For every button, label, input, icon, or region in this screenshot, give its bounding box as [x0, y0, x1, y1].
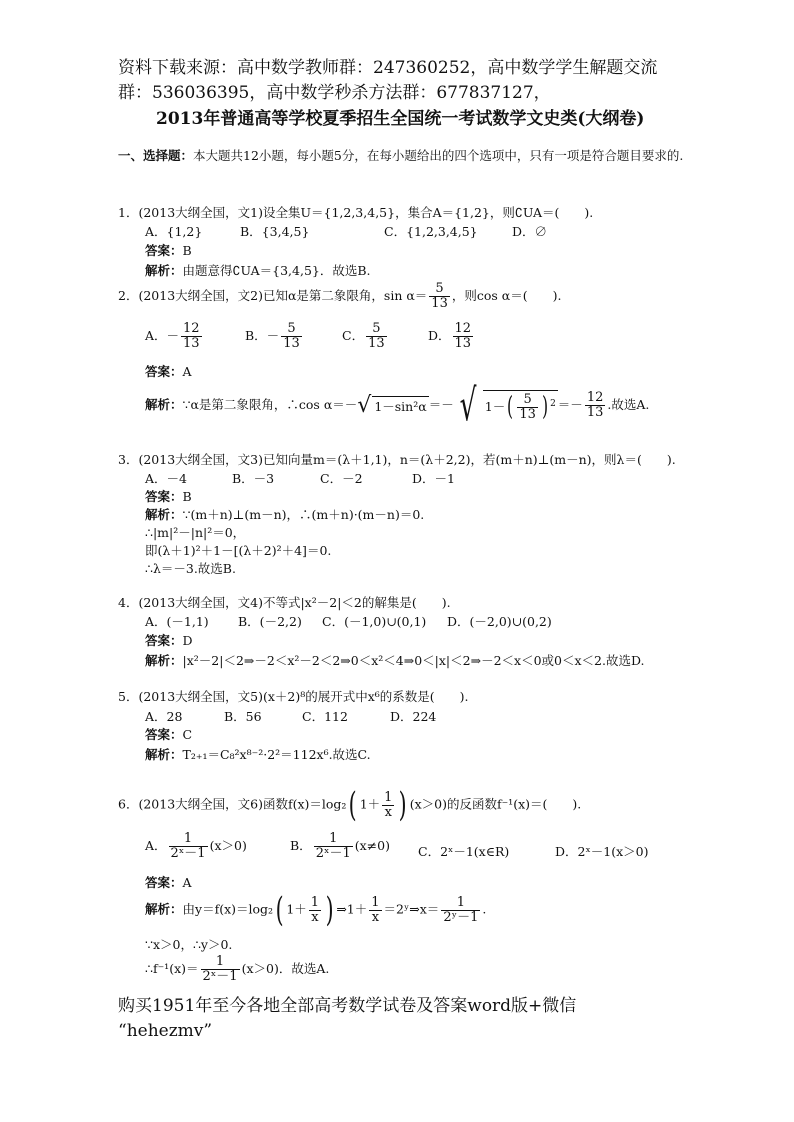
- q5-solution: 解析：T₂₊₁＝C₈²x⁸⁻²·2²＝112x⁶.故选C.: [145, 747, 371, 762]
- q2-option-a: A．－ $\frac{12}{13}$: [145, 321, 200, 351]
- section-intro: [118, 146, 688, 165]
- q3-option-b: B．－3: [232, 471, 275, 486]
- q3-stem: 3．(2013大纲全国，文3)已知向量m＝(λ＋1,1)，n＝(λ＋2,2)，若(m＋n)⊥(m－n)，则λ＝( ).: [118, 452, 676, 467]
- q4-option-a: A．(－1,1): [145, 614, 209, 629]
- q1-option-c: C．{1,2,3,4,5}: [384, 224, 478, 239]
- q6-solution-line3: ∴f⁻¹(x)＝ $\frac{1}{\text{2ˣ－1}}$ (x＞0)．故选A.: [145, 954, 330, 984]
- section-text: 本大题共12小题，每小题5分，在每小题给出的四个选项中，只有一项是符合题目要求的.: [193, 148, 684, 163]
- q5-answer: 答案：C: [145, 727, 193, 742]
- q2-answer: 答案：A: [145, 364, 192, 379]
- q5-stem: 5．(2013大纲全国，文5)(x＋2)⁸的展开式中x⁶的系数是( ).: [118, 689, 469, 704]
- q5-option-a: A．28: [145, 709, 183, 724]
- q4-option-d: D．(－2,0)∪(0,2): [447, 614, 552, 629]
- source-line: 资料下载来源：高中数学教师群：247360252，高中数学学生解题交流群：536036395，高中数学秒杀方法群：677837127，: [118, 58, 658, 103]
- q1-option-b: B．{3,4,5}: [240, 224, 310, 239]
- q1-answer: 答案：B: [145, 243, 192, 258]
- q1-option-d: D．∅: [512, 224, 548, 239]
- q1-solution: 解析：由题意得∁UA＝{3,4,5}．故选B.: [145, 263, 371, 278]
- q1-stem: 1．(2013大纲全国，文1)设全集U＝{1,2,3,4,5}，集合A＝{1,2}，则∁UA＝( ).: [118, 205, 594, 220]
- q2-solution: 解析：∵α是第二象限角，∴cos α＝－√ 1－sin²α ＝－ √ 1－( $\frac{5}{13}$ ) $^2$ ＝－ $\frac{12}{13}$ .故选A.: [145, 380, 650, 431]
- q2-option-c: C． $\frac{5}{13}$: [342, 321, 385, 351]
- q5-option-d: D．224: [390, 709, 437, 724]
- q3-answer: 答案：B: [145, 489, 192, 504]
- q6-answer: 答案：A: [145, 875, 192, 890]
- q6-option-c: C．2ˣ－1(x∈R): [418, 844, 510, 859]
- q2-option-d: D． $\frac{12}{13}$: [428, 321, 472, 351]
- q2-stem-fraction: $\frac{5}{13}$: [431, 281, 448, 311]
- q5-option-b: B．56: [224, 709, 262, 724]
- q3-solution-line2: ∴|m|²－|n|²＝0，: [145, 525, 246, 540]
- q6-stem: 6．(2013大纲全国，文6)函数f(x)＝log₂( 1＋ $\frac{1}{x}$ ) (x＞0)的反函数f⁻¹(x)＝( ).: [118, 785, 582, 825]
- footer-line2: “hehezmv”: [118, 1021, 213, 1041]
- q4-option-b: B．(－2,2): [238, 614, 302, 629]
- section-label: 一、选择题：: [118, 148, 194, 163]
- q2-option-b: B．－ $\frac{5}{13}$: [245, 321, 300, 351]
- q3-option-c: C．－2: [320, 471, 363, 486]
- q4-answer: 答案：D: [145, 633, 193, 648]
- q2-stem: 2．(2013大纲全国，文2)已知α是第二象限角，sin α＝ $\frac{5}{13}$ ，则cos α＝( ).: [118, 281, 562, 311]
- q6-option-a: A． $\frac{1}{\text{2ˣ－1}}$ (x＞0): [145, 831, 247, 861]
- q3-option-d: D．－1: [412, 471, 455, 486]
- q6-option-d: D．2ˣ－1(x＞0): [555, 844, 649, 859]
- q4-solution: 解析：|x²－2|＜2⇒－2＜x²－2＜2⇒0＜x²＜4⇒0＜|x|＜2⇒－2＜x＜0或0＜x＜2.故选D.: [145, 653, 645, 668]
- q4-option-c: C．(－1,0)∪(0,1): [322, 614, 427, 629]
- q3-solution-line3: 即(λ＋1)²＋1－[(λ＋2)²＋4]＝0.: [145, 543, 332, 558]
- footer-note: [118, 994, 698, 1044]
- q3-solution-line4: ∴λ＝－3.故选B.: [145, 561, 236, 576]
- q6-option-b: B． $\frac{1}{\text{2ˣ－1}}$ (x≠0): [290, 831, 390, 861]
- page-title: 2013年普通高等学校夏季招生全国统一考试数学文史类(大纲卷): [156, 109, 645, 129]
- q3-option-a: A．－4: [145, 471, 187, 486]
- q6-solution-line1: 解析：由y＝f(x)＝log₂( 1＋ $\frac{1}{x}$ ) ⇒1＋ $\frac{1}{x}$ ＝2ʸ⇒x＝ $\frac{1}{\text{2ʸ－1}}$ .: [145, 890, 487, 930]
- q6-solution-line2: ∵x＞0，∴y＞0.: [145, 937, 233, 952]
- q4-stem: 4．(2013大纲全国，文4)不等式|x²－2|＜2的解集是( ).: [118, 595, 451, 610]
- q3-solution-line1: 解析：∵(m＋n)⊥(m－n)，∴(m＋n)·(m－n)＝0.: [145, 507, 425, 522]
- footer-line1: 购买1951年至今各地全部高考数学试卷及答案word版+微信: [118, 996, 577, 1016]
- q5-option-c: C．112: [302, 709, 348, 724]
- q1-option-a: A．{1,2}: [145, 224, 203, 239]
